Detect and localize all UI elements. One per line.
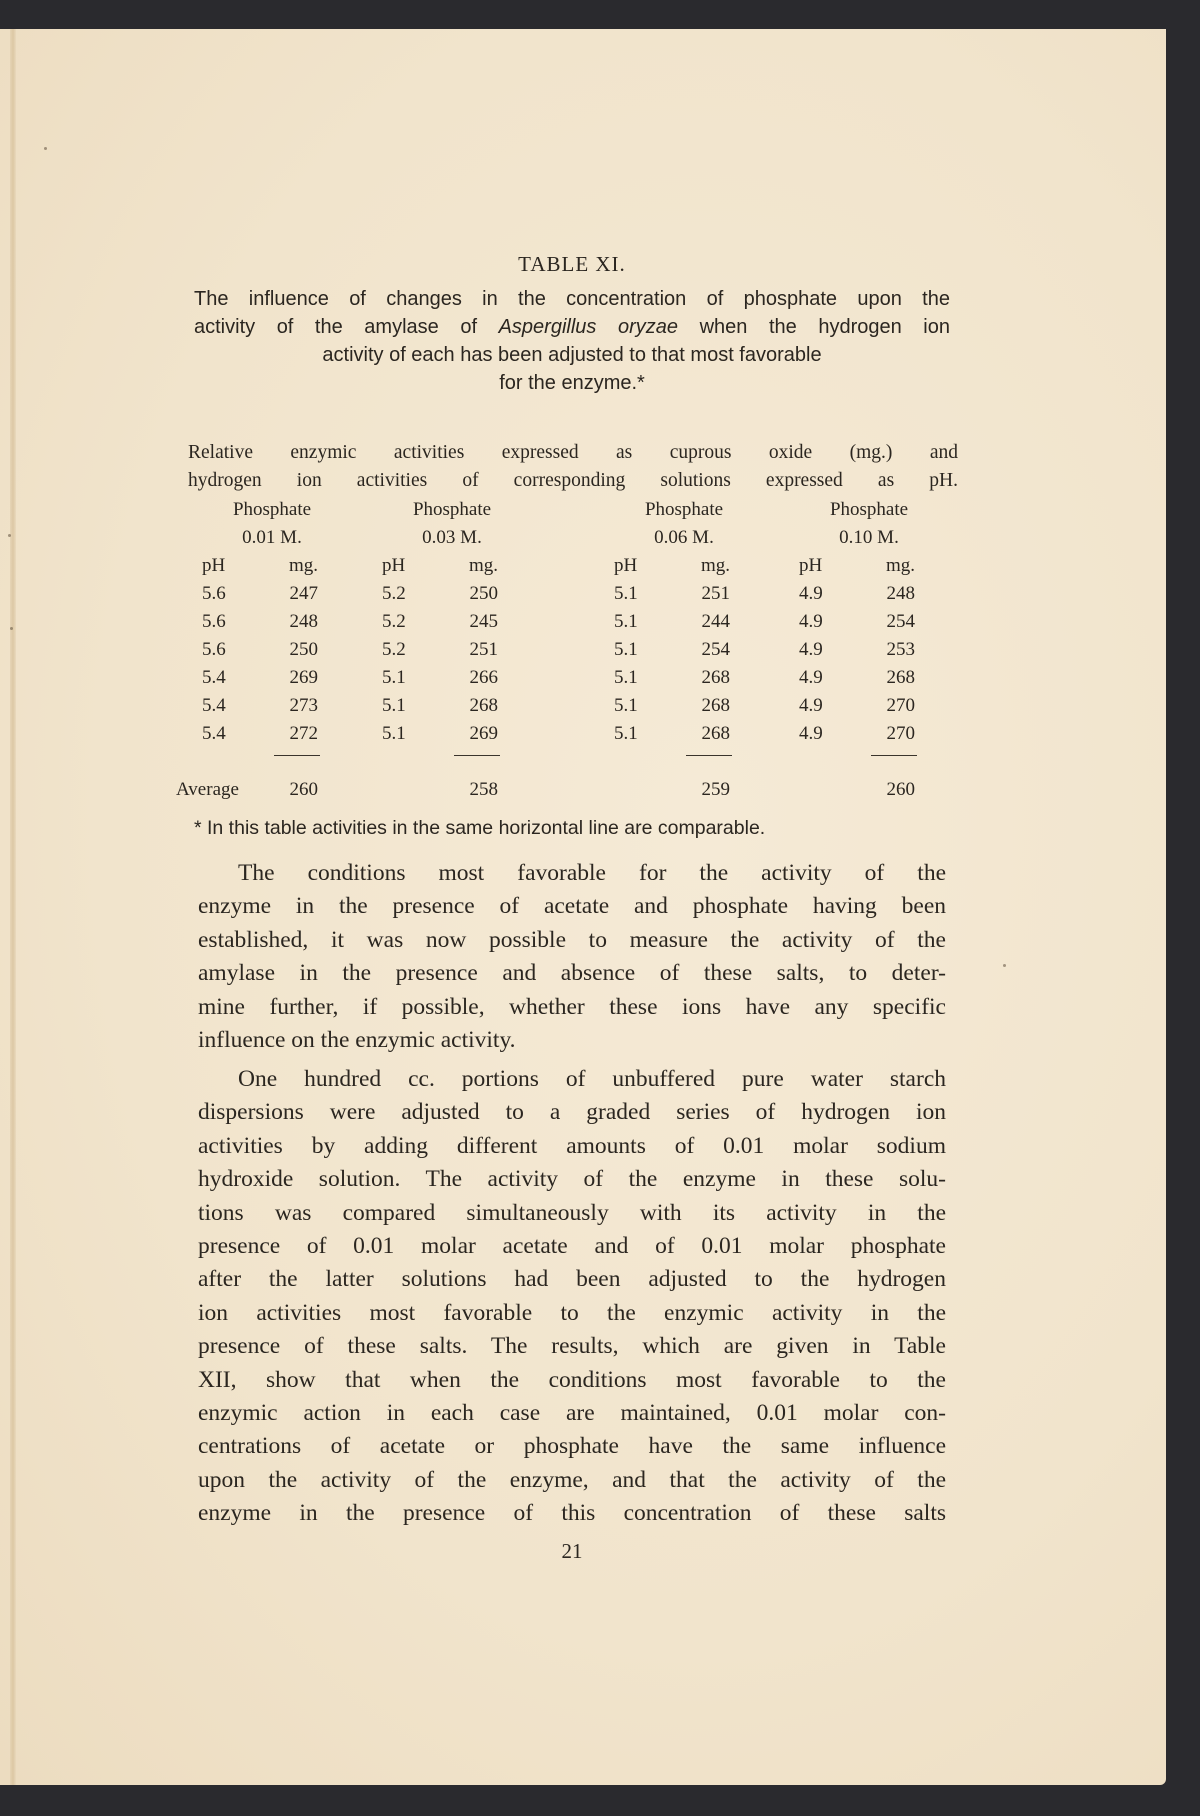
text-line: centrations of acetate or phosphate have the same influence <box>198 1433 946 1460</box>
column-concentration: 0.06 M. <box>654 527 714 548</box>
mg-header: mg. <box>700 555 730 576</box>
text-line: XII, show that when the conditions most favorable to the <box>198 1366 946 1393</box>
ph-cell: 5.1 <box>614 723 638 744</box>
caption-line: activity of each has been adjusted to that most favorable <box>322 344 822 366</box>
average-row-label: Average <box>176 779 239 800</box>
text-line: after the latter solutions had been adjusted to the hydrogen <box>198 1266 946 1293</box>
ph-header: pH <box>799 555 823 576</box>
caption-line <box>194 313 950 341</box>
average-value: 260 <box>886 779 915 800</box>
paper-speck <box>10 627 13 630</box>
ph-cell: 4.9 <box>799 639 823 660</box>
paragraph-1 <box>198 857 946 1057</box>
paper-speck <box>8 534 11 537</box>
text-line: enzyme in the presence of acetate and phosphate having been <box>198 893 946 920</box>
paper-speck <box>1003 964 1006 967</box>
text-line: activities by adding different amounts of 0.01 molar sodium <box>198 1132 946 1159</box>
mg-cell: 245 <box>469 611 498 632</box>
book-page <box>0 29 1166 1785</box>
ph-cell: 5.1 <box>614 639 638 660</box>
ph-header: pH <box>202 555 226 576</box>
text-line: amylase in the presence and absence of these salts, to deter- <box>198 960 946 987</box>
table-caption <box>194 285 950 397</box>
mg-cell: 272 <box>289 723 318 744</box>
caption-line: for the enzyme.* <box>499 372 645 394</box>
mg-cell: 250 <box>289 639 318 660</box>
text-line: presence of 0.01 molar acetate and of 0.01 molar phosphate <box>198 1233 946 1260</box>
table-footnote: * In this table activities in the same horizontal line are comparable. <box>194 817 766 839</box>
ph-header: pH <box>382 555 406 576</box>
text-line: tions was compared simultaneously with its activity in the <box>198 1199 946 1226</box>
ph-cell: 5.2 <box>382 639 406 660</box>
average-value: 259 <box>701 779 730 800</box>
ph-cell: 5.1 <box>614 667 638 688</box>
mg-cell: 247 <box>289 583 318 604</box>
ph-cell: 5.1 <box>614 583 638 604</box>
caption-text: activity of the amylase of <box>194 316 499 338</box>
text-line: dispersions were adjusted to a graded series of hydrogen ion <box>198 1099 946 1126</box>
caption-line: The influence of changes in the concentration of phosphate upon the <box>194 288 950 310</box>
ph-cell: 5.4 <box>202 695 226 716</box>
text-line: hydroxide solution. The activity of the enzyme in these solu- <box>198 1166 946 1193</box>
sum-rule <box>871 755 917 756</box>
species-name: Aspergillus oryzae <box>498 316 679 338</box>
caption-text: when the hydrogen ion <box>678 316 950 338</box>
text-line: enzymic action in each case are maintained, 0.01 molar con- <box>198 1400 946 1427</box>
column-concentration: 0.10 M. <box>839 527 899 548</box>
table-title: TABLE XI. <box>518 252 626 276</box>
ph-cell: 4.9 <box>799 611 823 632</box>
ph-cell: 5.6 <box>202 583 226 604</box>
mg-cell: 251 <box>469 639 498 660</box>
ph-cell: 5.6 <box>202 611 226 632</box>
text-line: established, it was now possible to measure the activity of the <box>198 926 946 953</box>
text-line: enzyme in the presence of this concentration of these salts <box>198 1500 946 1527</box>
mg-cell: 270 <box>886 723 915 744</box>
ph-cell: 5.4 <box>202 723 226 744</box>
mg-cell: 268 <box>701 667 730 688</box>
text-line: ion activities most favorable to the enzymic activity in the <box>198 1299 946 1326</box>
mg-cell: 254 <box>701 639 730 660</box>
table-subcaption <box>188 439 958 495</box>
column-header: Phosphate <box>412 499 492 520</box>
ph-cell: 5.1 <box>614 695 638 716</box>
mg-header: mg. <box>885 555 915 576</box>
average-value: 260 <box>289 779 318 800</box>
ph-cell: 5.4 <box>202 667 226 688</box>
ph-cell: 5.2 <box>382 611 406 632</box>
ph-cell: 4.9 <box>799 667 823 688</box>
ph-header: pH <box>614 555 638 576</box>
ph-cell: 5.6 <box>202 639 226 660</box>
mg-cell: 268 <box>701 695 730 716</box>
column-header: Phosphate <box>232 499 312 520</box>
mg-cell: 244 <box>701 611 730 632</box>
text-line: influence on the enzymic activity. <box>198 1027 516 1054</box>
text-line: One hundred cc. portions of unbuffered pure water starch <box>238 1066 946 1092</box>
ph-cell: 5.1 <box>614 611 638 632</box>
mg-header: mg. <box>468 555 498 576</box>
page-number: 21 <box>561 1539 583 1563</box>
mg-cell: 268 <box>886 667 915 688</box>
ph-cell: 4.9 <box>799 695 823 716</box>
paper-speck <box>44 147 47 150</box>
mg-cell: 250 <box>469 583 498 604</box>
mg-cell: 254 <box>886 611 915 632</box>
sum-rule <box>454 755 500 756</box>
column-header: Phosphate <box>644 499 724 520</box>
ph-cell: 5.2 <box>382 583 406 604</box>
paragraph-2 <box>198 1063 946 1531</box>
text-line: mine further, if possible, whether these ions have any specific <box>198 993 946 1020</box>
mg-cell: 270 <box>886 695 915 716</box>
mg-cell: 248 <box>886 583 915 604</box>
average-value: 258 <box>469 779 498 800</box>
text-line: The conditions most favorable for the activity of the <box>238 860 946 886</box>
text-line: presence of these salts. The results, which are given in Table <box>198 1333 946 1360</box>
mg-cell: 269 <box>469 723 498 744</box>
mg-cell: 269 <box>289 667 318 688</box>
subcaption-line: Relative enzymic activities expressed as cuprous oxide (mg.) and <box>188 442 958 463</box>
ph-cell: 5.1 <box>382 695 406 716</box>
mg-cell: 253 <box>886 639 915 660</box>
mg-cell: 266 <box>469 667 498 688</box>
ph-cell: 5.1 <box>382 667 406 688</box>
ph-cell: 5.1 <box>382 723 406 744</box>
sum-rule <box>274 755 320 756</box>
sum-rule <box>686 755 732 756</box>
mg-cell: 268 <box>469 695 498 716</box>
mg-cell: 251 <box>701 583 730 604</box>
text-line: upon the activity of the enzyme, and that the activity of the <box>198 1466 946 1493</box>
subcaption-line: hydrogen ion activities of corresponding solutions expressed as pH. <box>188 470 958 491</box>
column-concentration: 0.01 M. <box>242 527 302 548</box>
mg-header: mg. <box>288 555 318 576</box>
mg-cell: 268 <box>701 723 730 744</box>
column-concentration: 0.03 M. <box>422 527 482 548</box>
ph-cell: 4.9 <box>799 583 823 604</box>
ph-cell: 4.9 <box>799 723 823 744</box>
mg-cell: 273 <box>289 695 318 716</box>
column-header: Phosphate <box>829 499 909 520</box>
page-binding-edge <box>10 29 16 1785</box>
mg-cell: 248 <box>289 611 318 632</box>
